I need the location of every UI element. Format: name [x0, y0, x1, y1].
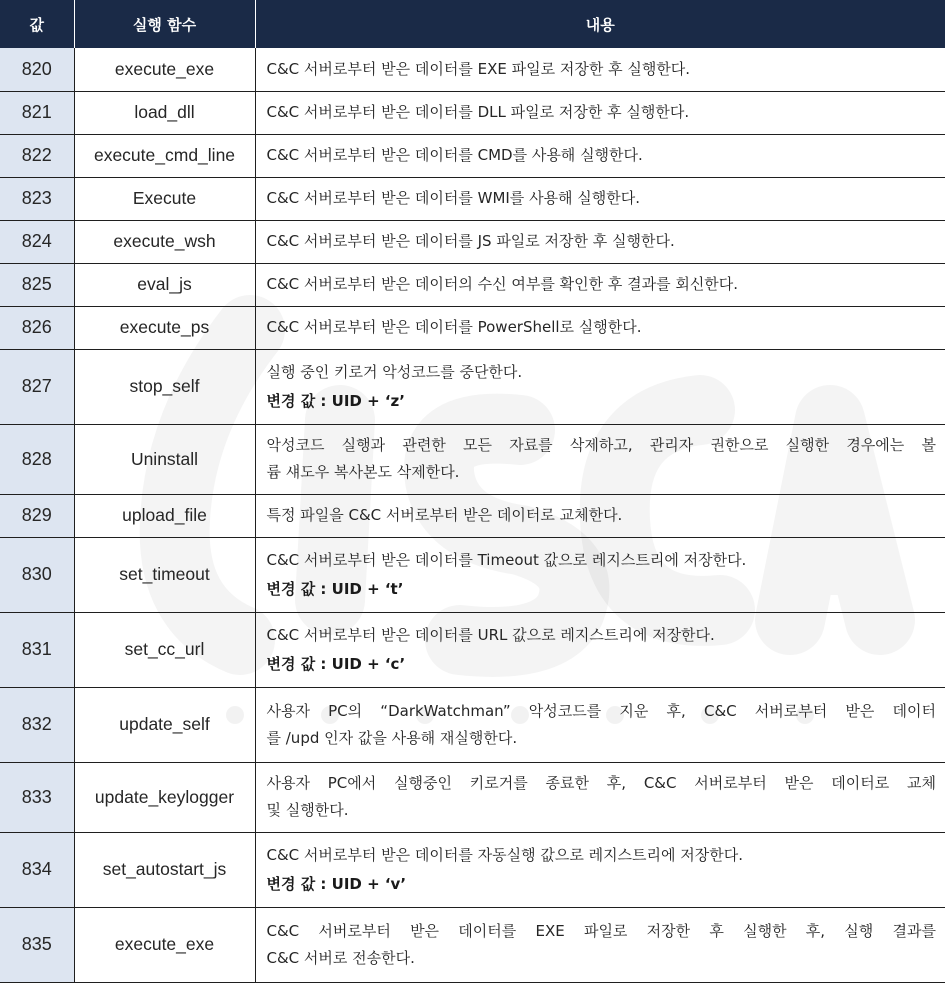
row-value-cell: 833 — [0, 762, 74, 832]
table-row — [0, 494, 945, 537]
change-value-note: 변경 값 : UID + ‘v’ — [266, 874, 407, 893]
row-value-cell: 835 — [0, 907, 74, 982]
table-row — [0, 687, 945, 762]
row-function-cell: upload_file — [74, 494, 255, 537]
table-row — [0, 612, 945, 687]
table-row — [0, 306, 945, 349]
description-line: 륨 섀도우 복사본도 삭제한다. — [266, 463, 460, 481]
description-line: C&C 서버로 전송한다. — [266, 948, 415, 967]
change-value-note: 변경 값 : UID + ‘z’ — [266, 391, 405, 410]
description-line: 를 /upd 인자 값을 사용해 재실행한다. — [266, 728, 518, 747]
table-row — [0, 349, 945, 424]
description-line: 사용자 PC의 “DarkWatchman” 악성코드를 지운 후, C&C 서버로부터 받은 데이터 — [266, 701, 936, 720]
table-row — [0, 832, 945, 907]
row-description-cell — [255, 537, 945, 612]
row-function-cell: eval_js — [74, 263, 255, 306]
row-value-cell: 832 — [0, 687, 74, 762]
row-description-cell — [255, 762, 945, 832]
row-description-cell — [255, 349, 945, 424]
description-line: 실행 중인 키로거 악성코드를 중단한다. — [266, 362, 523, 381]
row-function-cell: execute_exe — [74, 48, 255, 91]
row-value-cell: 831 — [0, 612, 74, 687]
row-description-cell — [255, 263, 945, 306]
row-description-cell — [255, 494, 945, 537]
row-function-cell: set_cc_url — [74, 612, 255, 687]
row-description-cell — [255, 177, 945, 220]
table-row — [0, 91, 945, 134]
description-line: 악성코드 실행과 관련한 모든 자료를 삭제하고, 관리자 권한으로 실행한 경우에는 볼 — [266, 436, 936, 454]
row-function-cell: execute_cmd_line — [74, 134, 255, 177]
description-line: 및 실행한다. — [266, 801, 349, 819]
row-description-cell — [255, 424, 945, 494]
row-value-cell: 825 — [0, 263, 74, 306]
row-function-cell: execute_wsh — [74, 220, 255, 263]
row-value-cell: 828 — [0, 424, 74, 494]
description-line: C&C 서버로부터 받은 데이터를 EXE 파일로 저장한 후 실행한 후, 실행 결과를 — [266, 921, 936, 940]
table-row — [0, 263, 945, 306]
row-description-cell — [255, 687, 945, 762]
description-line: 특정 파일을 C&C 서버로부터 받은 데이터로 교체한다. — [266, 506, 623, 524]
row-function-cell: Execute — [74, 177, 255, 220]
description-line: C&C 서버로부터 받은 데이터를 CMD를 사용해 실행한다. — [266, 146, 643, 164]
description-line: C&C 서버로부터 받은 데이터의 수신 여부를 확인한 후 결과를 회신한다. — [266, 275, 739, 293]
row-description-cell — [255, 91, 945, 134]
description-line: C&C 서버로부터 받은 데이터를 JS 파일로 저장한 후 실행한다. — [266, 232, 675, 250]
description-line: C&C 서버로부터 받은 데이터를 PowerShell로 실행한다. — [266, 318, 642, 336]
change-value-note: 변경 값 : UID + ‘c’ — [266, 654, 406, 673]
header-value: 값 — [0, 0, 74, 48]
row-description-cell — [255, 306, 945, 349]
row-function-cell: Uninstall — [74, 424, 255, 494]
description-line: C&C 서버로부터 받은 데이터를 Timeout 값으로 레지스트리에 저장한다. — [266, 550, 747, 569]
description-line: C&C 서버로부터 받은 데이터를 WMI를 사용해 실행한다. — [266, 189, 641, 207]
row-description-cell — [255, 612, 945, 687]
row-value-cell: 834 — [0, 832, 74, 907]
row-function-cell: execute_exe — [74, 907, 255, 982]
table-row — [0, 762, 945, 832]
row-function-cell: load_dll — [74, 91, 255, 134]
table-row — [0, 537, 945, 612]
table-header — [0, 0, 945, 48]
row-description-cell — [255, 220, 945, 263]
row-function-cell: set_autostart_js — [74, 832, 255, 907]
row-value-cell: 822 — [0, 134, 74, 177]
table-body — [0, 48, 945, 982]
row-function-cell: update_self — [74, 687, 255, 762]
table-row — [0, 177, 945, 220]
header-function: 실행 함수 — [74, 0, 255, 48]
table-row — [0, 48, 945, 91]
row-value-cell: 826 — [0, 306, 74, 349]
row-value-cell: 824 — [0, 220, 74, 263]
row-function-cell: update_keylogger — [74, 762, 255, 832]
header-content: 내용 — [255, 0, 945, 48]
row-function-cell: set_timeout — [74, 537, 255, 612]
row-function-cell: stop_self — [74, 349, 255, 424]
row-description-cell — [255, 832, 945, 907]
table-row — [0, 134, 945, 177]
row-value-cell: 827 — [0, 349, 74, 424]
description-line: C&C 서버로부터 받은 데이터를 DLL 파일로 저장한 후 실행한다. — [266, 103, 690, 121]
row-description-cell — [255, 48, 945, 91]
row-value-cell: 823 — [0, 177, 74, 220]
description-line: C&C 서버로부터 받은 데이터를 EXE 파일로 저장한 후 실행한다. — [266, 59, 691, 78]
row-function-cell: execute_ps — [74, 306, 255, 349]
table-row — [0, 424, 945, 494]
table-row — [0, 907, 945, 982]
description-line: 사용자 PC에서 실행중인 키로거를 종료한 후, C&C 서버로부터 받은 데이터로 교체 — [266, 774, 936, 792]
change-value-note: 변경 값 : UID + ‘t’ — [266, 579, 404, 598]
row-value-cell: 830 — [0, 537, 74, 612]
description-line: C&C 서버로부터 받은 데이터를 자동실행 값으로 레지스트리에 저장한다. — [266, 845, 744, 864]
row-value-cell: 829 — [0, 494, 74, 537]
table-row — [0, 220, 945, 263]
row-value-cell: 820 — [0, 48, 74, 91]
row-value-cell: 821 — [0, 91, 74, 134]
row-description-cell — [255, 907, 945, 982]
row-description-cell — [255, 134, 945, 177]
description-line: C&C 서버로부터 받은 데이터를 URL 값으로 레지스트리에 저장한다. — [266, 625, 715, 644]
